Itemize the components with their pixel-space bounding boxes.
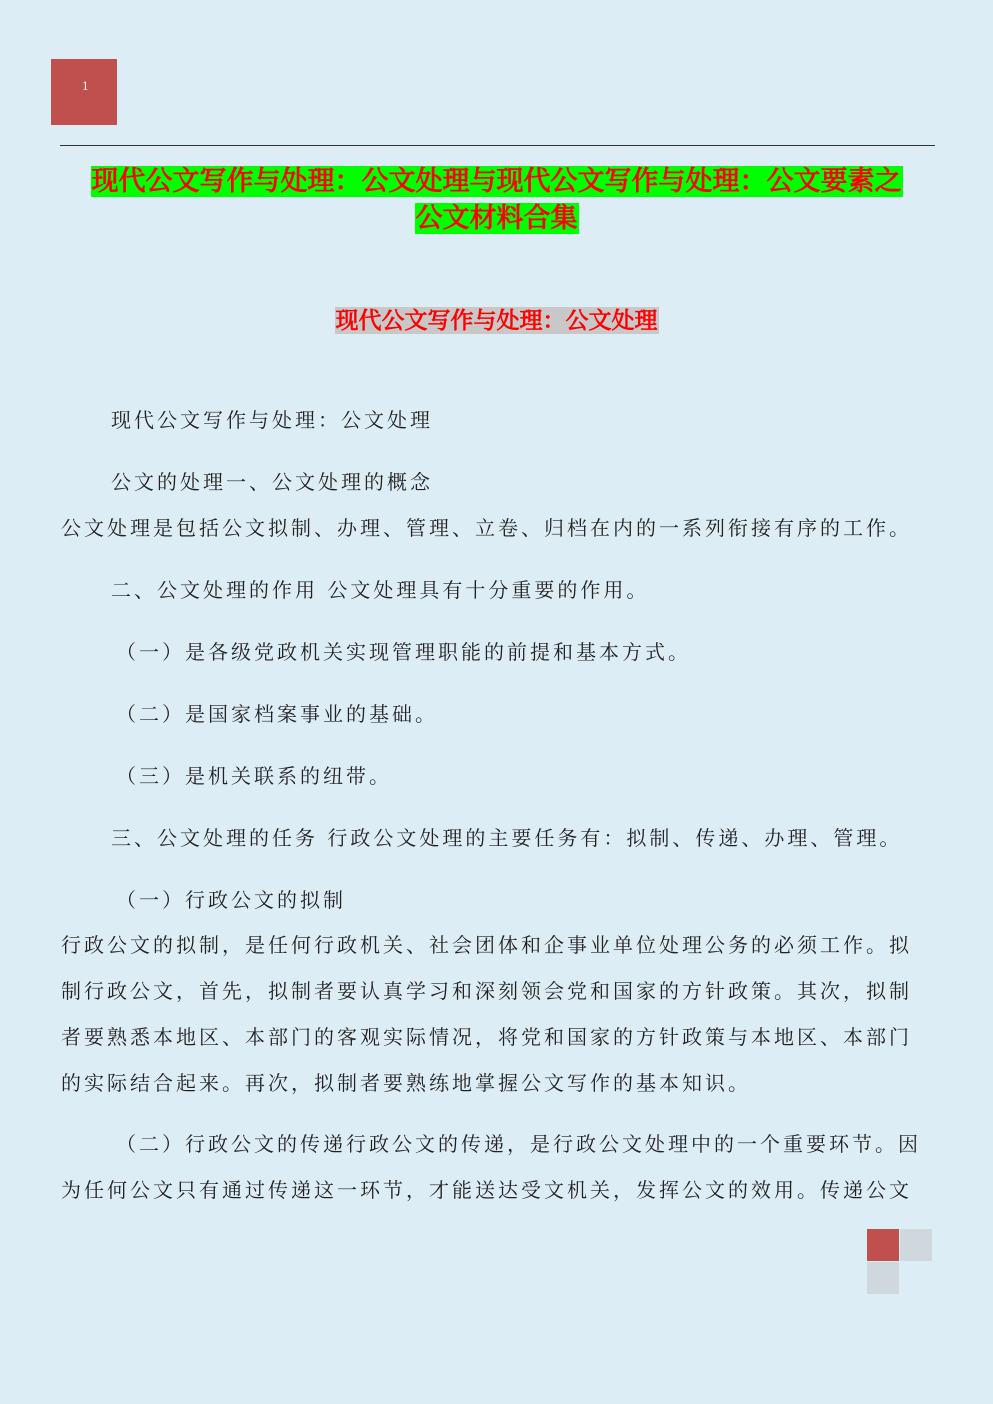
- paragraph-drafting-line-2: 制行政公文，首先，拟制者要认真学习和深刻领会党和国家的方针政策。其次，拟制: [61, 979, 912, 1003]
- paragraph-delivery-line-2: 为任何公文只有通过传递这一环节，才能送达受文机关，发挥公文的效用。传递公文: [61, 1178, 912, 1202]
- header-divider: [60, 145, 935, 146]
- paragraph-drafting-line-1: 行政公文的拟制，是任何行政机关、社会团体和企事业单位处理公务的必须工作。拟: [61, 933, 912, 957]
- corner-decoration-square: [900, 1229, 932, 1261]
- document-title-line-2: 公文材料合集: [415, 203, 578, 234]
- paragraph-concept-heading: 公文的处理一、公文处理的概念: [111, 470, 433, 494]
- paragraph-role-item-1: （一）是各级党政机关实现管理职能的前提和基本方式。: [116, 640, 691, 664]
- page-number-badge: [51, 59, 117, 125]
- document-title: [60, 163, 933, 237]
- paragraph-concept-body: 公文处理是包括公文拟制、办理、管理、立卷、归档在内的一系列衔接有序的工作。: [61, 516, 912, 540]
- page-number: 1: [82, 78, 89, 93]
- corner-decoration-square: [867, 1262, 899, 1294]
- paragraph-heading: 现代公文写作与处理：公文处理: [111, 408, 433, 432]
- corner-decoration-square: [867, 1229, 899, 1261]
- paragraph-drafting-line-3: 者要熟悉本地区、本部门的客观实际情况，将党和国家的方针政策与本地区、本部门: [61, 1025, 912, 1049]
- paragraph-role-item-3: （三）是机关联系的纽带。: [116, 764, 392, 788]
- section-title: [60, 305, 933, 337]
- paragraph-role-heading: 二、公文处理的作用 公文处理具有十分重要的作用。: [111, 578, 650, 602]
- paragraph-task-heading: 三、公文处理的任务 行政公文处理的主要任务有：拟制、传递、办理、管理。: [111, 826, 903, 850]
- paragraph-drafting-line-4: 的实际结合起来。再次，拟制者要熟练地掌握公文写作的基本知识。: [61, 1071, 751, 1095]
- paragraph-delivery-line-1: （二）行政公文的传递行政公文的传递，是行政公文处理中的一个重要环节。因: [116, 1132, 921, 1156]
- document-title-line-1: 现代公文写作与处理：公文处理与现代公文写作与处理：公文要素之: [91, 166, 902, 197]
- paragraph-role-item-2: （二）是国家档案事业的基础。: [116, 702, 438, 726]
- paragraph-task-item-1: （一）行政公文的拟制: [116, 888, 346, 912]
- section-title-text: 现代公文写作与处理：公文处理: [335, 307, 658, 334]
